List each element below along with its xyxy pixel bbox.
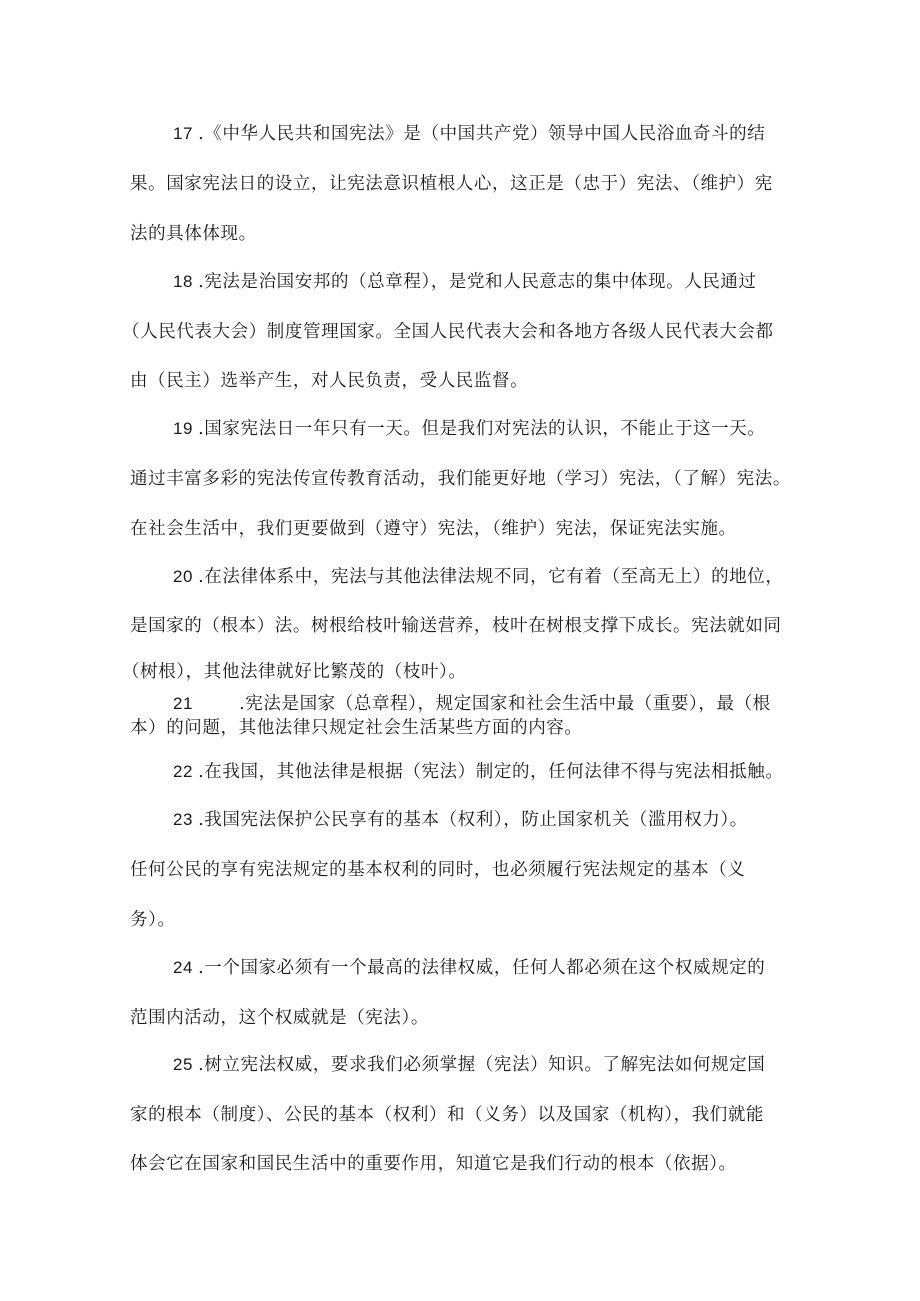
- paragraph-text: .一个国家必须有一个最高的法律权威，任何人都必须在这个权威规定的: [198, 958, 766, 978]
- paragraph-text: 在社会生活中，我们更要做到（遵守）宪法，（维护）宪法，保证宪法实施。: [130, 519, 737, 539]
- paragraph-text: 范围内活动，这个权威就是（宪法）。: [130, 1008, 429, 1028]
- paragraph-21-line-2: [130, 716, 583, 740]
- paragraph-text: 任何公民的享有宪法规定的基本权利的同时，也必须履行宪法规定的基本（义: [130, 860, 746, 880]
- paragraph-17-line-3: [130, 222, 257, 246]
- paragraph-number: 24: [173, 958, 194, 977]
- paragraph-number: 20: [173, 567, 194, 586]
- paragraph-text: 务）。: [130, 910, 176, 930]
- paragraph-22-line-1: [173, 760, 783, 784]
- paragraph-18-line-3: [130, 369, 528, 393]
- paragraph-text: .在我国，其他法律是根据（宪法）制定的，任何法律不得与宪法相抵触。: [198, 762, 784, 782]
- paragraph-number: 23: [173, 810, 194, 829]
- paragraph-text: .树立宪法权威，要求我们必须掌握（宪法）知识。了解宪法如何规定国: [198, 1055, 766, 1075]
- paragraph-25-line-3: [130, 1152, 737, 1176]
- paragraph-23-line-2: [130, 858, 745, 882]
- paragraph-text: 本）的问题，其他法律只规定社会生活某些方面的内容。: [130, 718, 583, 738]
- paragraph-number: 19: [173, 419, 194, 438]
- paragraph-17-line-1: [173, 122, 765, 146]
- paragraph-text: .在法律体系中，宪法与其他法律法规不同，它有着（至高无上）的地位，: [198, 567, 784, 587]
- paragraph-24-line-1: [173, 956, 765, 980]
- paragraph-number: 25: [173, 1055, 194, 1074]
- paragraph-19-line-3: [130, 517, 737, 541]
- paragraph-text: 法的具体体现。: [130, 224, 257, 244]
- paragraph-20-line-3: [122, 660, 467, 684]
- paragraph-number: 21: [173, 694, 194, 713]
- paragraph-text: .宪法是国家（总章程），规定国家和社会生活中最（重要），最（根: [239, 694, 771, 714]
- paragraph-text: 由（民主）选举产生，对人民负责，受人民监督。: [130, 371, 529, 391]
- paragraph-text: 通过丰富多彩的宪法传宣传教育活动，我们能更好地（学习）宪法，（了解）宪法。: [130, 469, 791, 489]
- paragraph-text: .宪法是治国安邦的（总章程），是党和人民意志的集中体现。人民通过: [198, 272, 757, 292]
- paragraph-text: 体会它在国家和国民生活中的重要作用，知道它是我们行动的根本（依据）。: [130, 1154, 737, 1174]
- paragraph-number: 18: [173, 272, 194, 291]
- paragraph-text: （树根），其他法律就好比繁茂的（枝叶）。: [122, 662, 467, 682]
- paragraph-25-line-2: [130, 1103, 764, 1127]
- paragraph-text: .国家宪法日一年只有一天。但是我们对宪法的认识，不能止于这一天。: [198, 419, 766, 439]
- paragraph-18-line-2: [122, 320, 774, 344]
- paragraph-23-line-3: [130, 908, 176, 932]
- paragraph-20-line-2: [130, 614, 782, 638]
- paragraph-text: 家的根本（制度）、公民的基本（权利）和（义务）以及国家（机构），我们就能: [130, 1105, 765, 1125]
- paragraph-20-line-1: [173, 565, 783, 589]
- paragraph-23-line-1: [173, 808, 748, 832]
- paragraph-text: 是国家的（根本）法。树根给枝叶输送营养，枝叶在树根支撑下成长。宪法就如同: [130, 616, 782, 636]
- paragraph-text: .我国宪法保护公民享有的基本（权利），防止国家机关（滥用权力）。: [198, 810, 748, 830]
- paragraph-25-line-1: [173, 1053, 765, 1077]
- paragraph-text: （人民代表大会）制度管理国家。全国人民代表大会和各地方各级人民代表大会都: [122, 322, 774, 342]
- paragraph-24-line-2: [130, 1006, 429, 1030]
- paragraph-number: 22: [173, 762, 194, 781]
- paragraph-19-line-2: [130, 467, 791, 491]
- paragraph-text: 果。国家宪法日的设立，让宪法意识植根人心，这正是（忠于）宪法、（维护）宪: [130, 174, 773, 194]
- paragraph-number: 17: [173, 124, 194, 143]
- paragraph-text: .《中华人民共和国宪法》是（中国共产党）领导中国人民浴血奇斗的结: [198, 124, 766, 144]
- paragraph-17-line-2: [130, 172, 773, 196]
- paragraph-21-line-1: [173, 692, 771, 716]
- paragraph-19-line-1: [173, 417, 765, 441]
- paragraph-18-line-1: [173, 270, 757, 294]
